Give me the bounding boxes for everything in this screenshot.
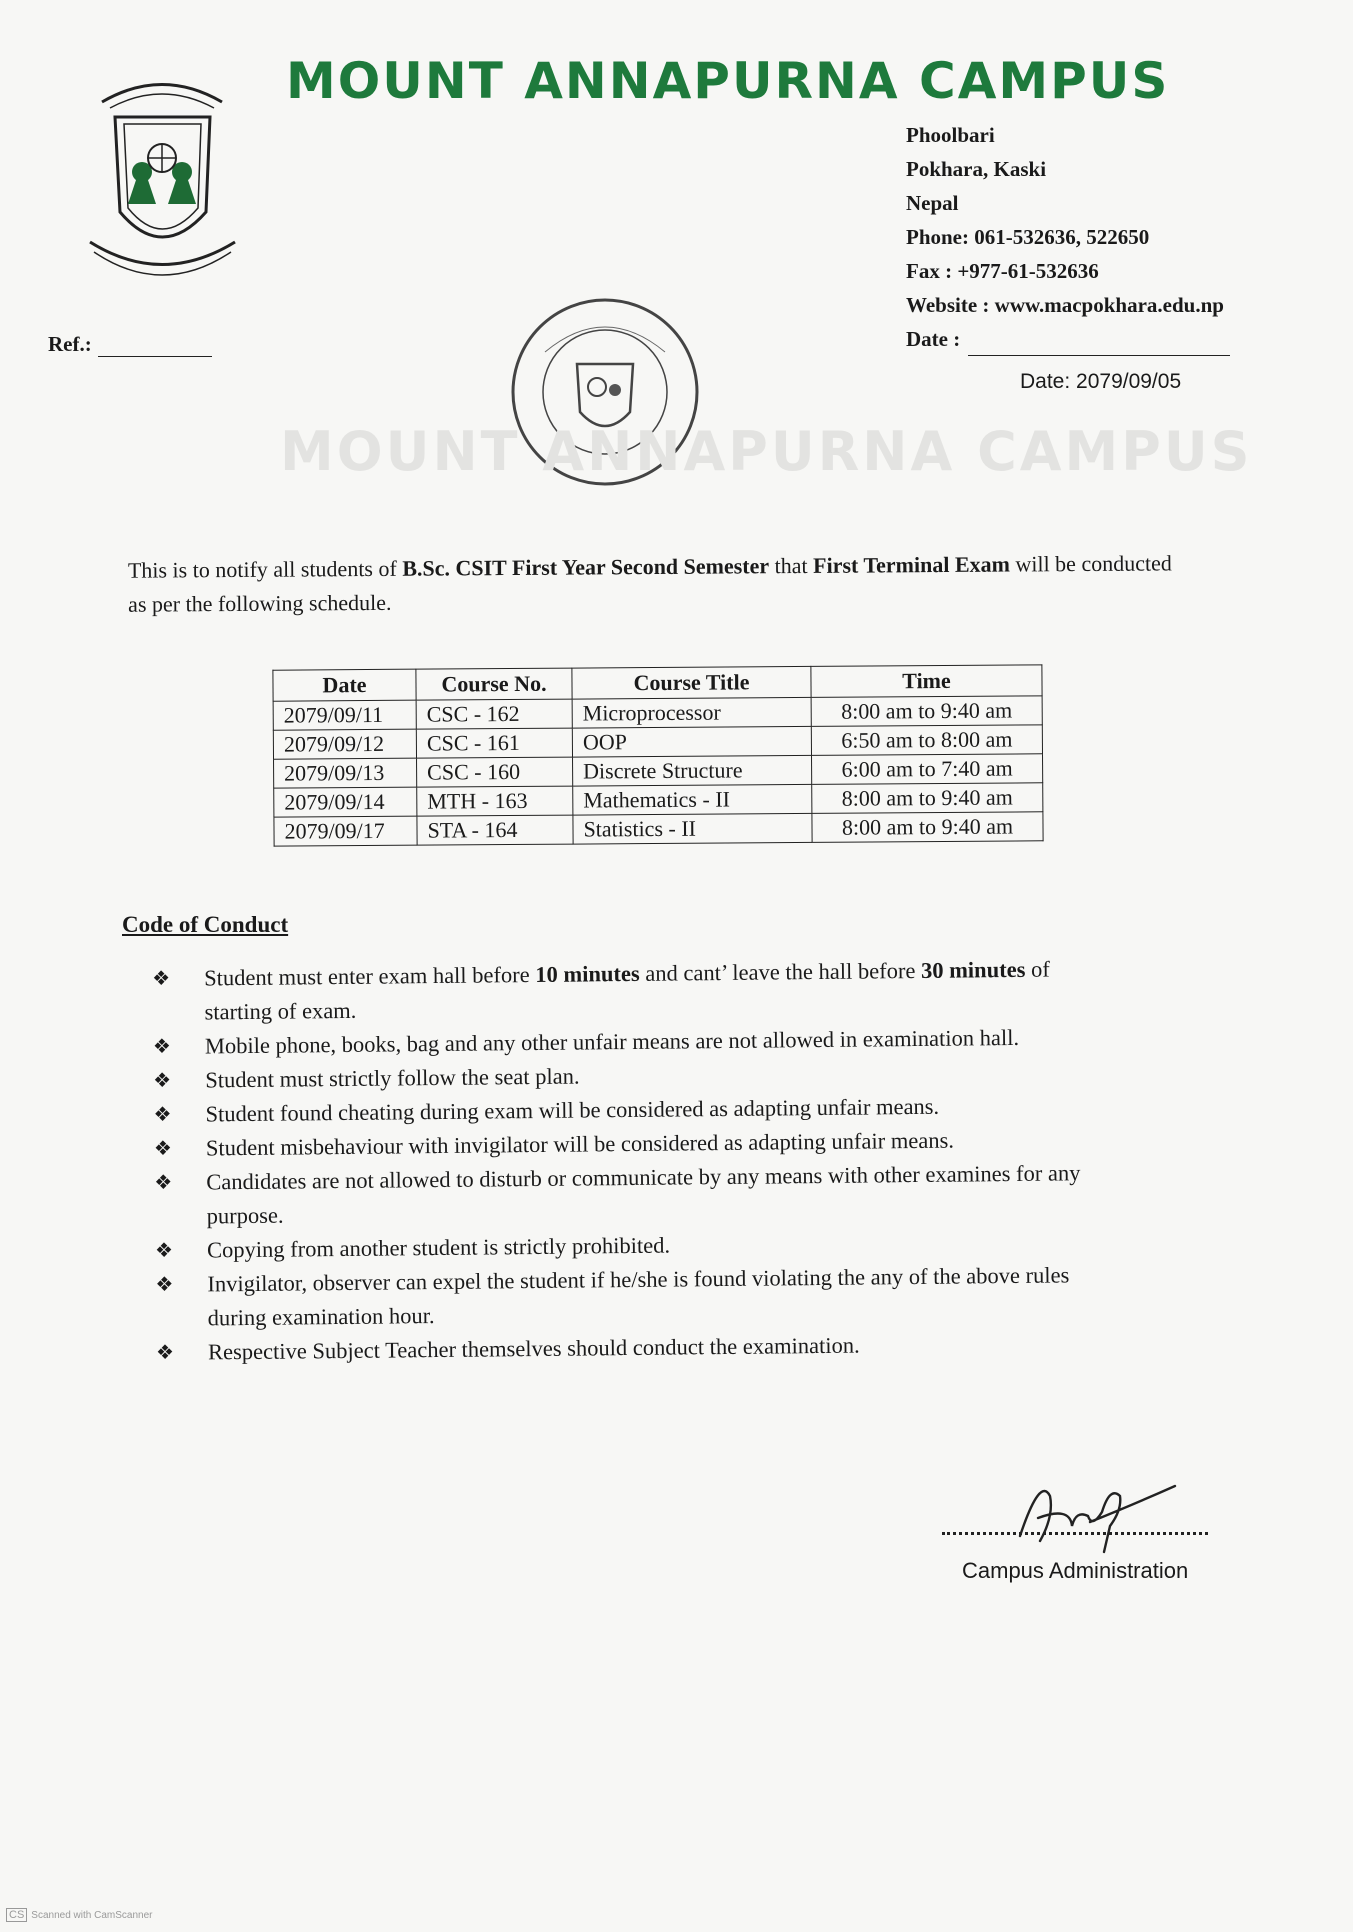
diamond-bullet-icon: ❖ [152, 967, 171, 990]
cell-course-title: Mathematics - II [573, 784, 812, 815]
code-of-conduct-list [152, 951, 1216, 1370]
cell-time: 8:00 am to 9:40 am [812, 812, 1043, 843]
handwritten-signature [1010, 1466, 1180, 1556]
rule-emphasis: 10 minutes [535, 960, 640, 987]
cell-course-title: Discrete Structure [573, 755, 812, 786]
diamond-bullet-icon: ❖ [153, 1103, 172, 1126]
cell-time: 6:00 am to 7:40 am [812, 754, 1043, 785]
cell-date: 2079/09/17 [274, 816, 417, 846]
table-row [273, 696, 1042, 730]
rule-text: Invigilator, observer can expel the student if he/she is found violating the any of the above rules [207, 1262, 1070, 1297]
list-item [152, 951, 1213, 1030]
diamond-bullet-icon: ❖ [153, 1069, 172, 1092]
exam-schedule-table [272, 664, 1043, 846]
cell-course-no: CSC - 162 [416, 699, 572, 729]
header-course-title: Course Title [572, 666, 811, 699]
fax-line: Fax : +977-61-532636 [906, 259, 1099, 283]
diamond-bullet-icon: ❖ [155, 1273, 174, 1296]
table-row [274, 812, 1043, 846]
scanner-text: Scanned with CamScanner [31, 1910, 153, 1921]
address-line: Nepal [906, 191, 959, 215]
bleed-through-text: MOUNT ANNAPURNA CAMPUS [280, 420, 1253, 483]
cell-course-no: CSC - 161 [416, 728, 572, 758]
header-course-no: Course No. [416, 668, 572, 700]
rule-text: Respective Subject Teacher themselves should conduct the examination. [207, 1332, 860, 1365]
rule-text-continued: purpose. [206, 1202, 284, 1229]
rule-text: Candidates are not allowed to disturb or communicate by any means with other examines for any [206, 1160, 1081, 1195]
cell-time: 8:00 am to 9:40 am [812, 783, 1043, 814]
cell-date: 2079/09/14 [274, 787, 417, 817]
address-line: Phoolbari [906, 123, 995, 147]
diamond-bullet-icon: ❖ [152, 1035, 171, 1058]
ref-field [48, 332, 212, 357]
notice-program: B.Sc. CSIT First Year Second Semester [402, 553, 770, 581]
table-row [274, 754, 1043, 788]
rule-emphasis: 30 minutes [920, 956, 1026, 983]
notice-intro: This is to notify all students of [127, 555, 403, 583]
address-line: Pokhara, Kaski [906, 157, 1047, 181]
date-blank-line [968, 355, 1230, 356]
rule-text: Mobile phone, books, bag and any other unfair means are not allowed in examination hall. [204, 1024, 1020, 1059]
signature-dotted-line [942, 1532, 1208, 1535]
ref-label: Ref.: [48, 332, 92, 356]
table-row [274, 783, 1043, 817]
campus-logo [80, 72, 245, 302]
campus-name: MOUNT ANNAPURNA CAMPUS [286, 52, 1170, 110]
rule-text: Student found cheating during exam will be considered as adapting unfair means. [205, 1093, 940, 1127]
signature-label: Campus Administration [962, 1558, 1189, 1583]
cell-date: 2079/09/11 [273, 700, 416, 730]
rule-text: Copying from another student is strictly prohibited. [206, 1232, 671, 1263]
cell-date: 2079/09/13 [274, 758, 417, 788]
ref-blank-line [98, 356, 212, 357]
list-item [155, 1257, 1216, 1336]
rule-text-continued: during examination hour. [207, 1303, 435, 1331]
cell-time: 8:00 am to 9:40 am [811, 696, 1042, 727]
rule-list-rest [153, 1019, 1217, 1370]
cell-course-title: Statistics - II [573, 813, 812, 844]
cell-course-title: Microprocessor [572, 697, 811, 728]
diamond-bullet-icon: ❖ [155, 1341, 175, 1364]
notice-middle: that [769, 552, 814, 579]
date-field [906, 322, 1230, 356]
header-time: Time [811, 665, 1042, 698]
diamond-bullet-icon: ❖ [154, 1171, 173, 1194]
cell-course-no: STA - 164 [417, 815, 573, 845]
rule-text: of [1025, 956, 1050, 982]
cell-time: 6:50 am to 8:00 am [811, 725, 1042, 756]
date-label: Date : [906, 327, 961, 351]
list-item [154, 1155, 1215, 1234]
rule-text: Student must strictly follow the seat plan. [205, 1063, 580, 1093]
cell-course-no: MTH - 163 [417, 786, 573, 816]
code-of-conduct-title: Code of Conduct [122, 912, 289, 937]
camscanner-icon: CS [6, 1908, 27, 1922]
notice-date: Date: 2079/09/05 [1020, 370, 1182, 393]
cell-date: 2079/09/12 [273, 729, 416, 759]
rule-text: and cant’ leave the hall before [639, 957, 922, 986]
notice-outro: will be conducted as per the following schedule. [128, 550, 1172, 617]
table-row [273, 725, 1042, 759]
diamond-bullet-icon: ❖ [154, 1239, 174, 1262]
campus-address [906, 118, 1230, 356]
diamond-bullet-icon: ❖ [153, 1137, 173, 1160]
rule-text-continued: starting of exam. [204, 997, 357, 1025]
phone-line: Phone: 061-532636, 522650 [906, 225, 1150, 249]
cell-course-no: CSC - 160 [417, 757, 573, 787]
cell-course-title: OOP [572, 726, 811, 757]
rule-text: Student misbehaviour with invigilator will be considered as adapting unfair means. [205, 1127, 955, 1161]
website-line: Website : www.macpokhara.edu.np [906, 293, 1224, 317]
scanner-watermark [6, 1908, 152, 1922]
rule-text: Student must enter exam hall before [204, 961, 536, 991]
notice-exam: First Terminal Exam [813, 551, 1010, 578]
header-date: Date [273, 669, 416, 701]
notice-paragraph [128, 546, 1188, 621]
